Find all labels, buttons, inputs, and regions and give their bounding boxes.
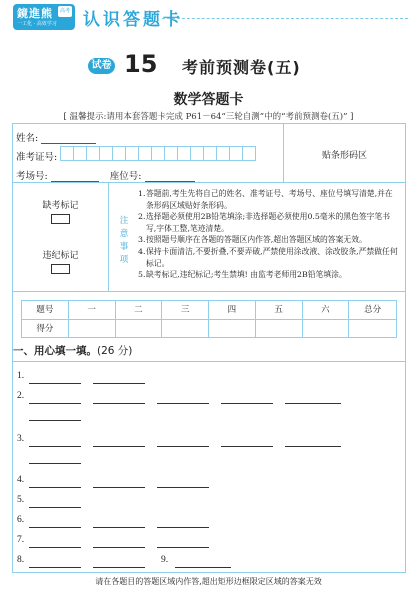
- answer-blank[interactable]: [175, 567, 231, 568]
- answer-blank[interactable]: [157, 487, 209, 488]
- absent-label: 缺考标记: [42, 201, 79, 211]
- brand-logo: [13, 4, 75, 30]
- answer-label: 3.: [17, 434, 25, 444]
- score-cell[interactable]: [162, 320, 209, 338]
- answer-blank[interactable]: [157, 527, 209, 528]
- score-cell[interactable]: [69, 320, 116, 338]
- answer-blank[interactable]: [157, 547, 209, 548]
- answer-blank[interactable]: [157, 446, 209, 447]
- seat-field[interactable]: [145, 172, 195, 182]
- answer-label: 4.: [17, 475, 25, 485]
- id-row: [16, 149, 57, 163]
- score-label-cell: 得分: [22, 320, 69, 338]
- score-header-cell: 四: [209, 301, 256, 320]
- card-title: 数学答题卡: [173, 92, 244, 108]
- room-field[interactable]: [51, 172, 99, 182]
- answer-blank[interactable]: [29, 463, 81, 464]
- answer-blank[interactable]: [221, 446, 273, 447]
- score-table: [21, 300, 397, 338]
- notice-side-char: 意: [119, 229, 129, 239]
- score-cell[interactable]: [349, 320, 396, 338]
- answer-blank[interactable]: [93, 383, 145, 384]
- answer-blank[interactable]: [285, 403, 341, 404]
- room-row: [16, 168, 195, 182]
- answer-blank[interactable]: [93, 567, 145, 568]
- notice-side-char: 项: [119, 255, 129, 265]
- answer-blank[interactable]: [157, 403, 209, 404]
- notice-item: 3. 按照题号顺序在各题的答题区内作答,超出答题区域的答案无效。: [138, 235, 367, 245]
- answer-blank[interactable]: [29, 567, 81, 568]
- notice-item: 2. 选择题必须使用2B铅笔填涂;非选择题必须使用0.5毫米的黑色签字笔书写,字体工整,笔迹清楚。: [138, 212, 391, 233]
- answer-label: 5.: [17, 495, 25, 505]
- answer-card-frame: [12, 123, 406, 573]
- notice-item: 5. 缺考标记,违纪标记;考生禁填! 由监考老师用2B铅笔填涂。: [138, 270, 347, 280]
- section-title-text: 一、用心填一填。: [13, 345, 97, 357]
- logo-badge: 高考: [58, 6, 72, 17]
- answer-label: 7.: [17, 535, 25, 545]
- name-label: 姓名:: [16, 133, 39, 144]
- answer-blank[interactable]: [93, 487, 145, 488]
- name-row: [16, 130, 96, 144]
- barcode-area: [283, 124, 405, 183]
- score-cell[interactable]: [256, 320, 303, 338]
- score-cell[interactable]: [116, 320, 163, 338]
- logo-tagline: 一工化 · 高效学习: [17, 21, 57, 27]
- top-bar: [0, 0, 417, 34]
- exam-heading: [0, 50, 417, 80]
- answer-label: 6.: [17, 515, 25, 525]
- hint-text: [ 温馨提示:请用本套答题卡完成 P61－64“三轮自测”中的“考前预测卷(五)” ]: [63, 112, 354, 122]
- seat-label: 座位号:: [109, 171, 142, 182]
- score-header-cell: 总分: [349, 301, 396, 320]
- page-header-title: 认识答题卡: [83, 10, 183, 30]
- answer-blank[interactable]: [29, 487, 81, 488]
- answer-blank[interactable]: [93, 527, 145, 528]
- barcode-label: 贴条形码区: [321, 151, 367, 161]
- id-boxes[interactable]: [60, 146, 255, 161]
- name-field[interactable]: [41, 134, 96, 144]
- absent-mark-box[interactable]: [51, 214, 70, 224]
- answer-blank[interactable]: [29, 403, 81, 404]
- notice-list: [138, 188, 400, 281]
- answer-blank[interactable]: [285, 446, 341, 447]
- answer-blank[interactable]: [93, 547, 145, 548]
- score-header-cell: 二: [116, 301, 163, 320]
- answer-blank[interactable]: [29, 420, 81, 421]
- exam-number: 15: [124, 50, 158, 78]
- answer-area: [13, 361, 405, 573]
- notice-item: 4. 保持卡面清洁,不要折叠,不要弄破,严禁使用涂改液、涂改胶条,严禁做任何标记。: [138, 246, 398, 268]
- answer-blank[interactable]: [93, 403, 145, 404]
- section-title: [13, 343, 132, 358]
- answer-label: 8.: [17, 555, 25, 565]
- exam-name: 考前预测卷(五): [182, 58, 301, 77]
- answer-blank[interactable]: [29, 446, 81, 447]
- score-header-cell: 六: [303, 301, 350, 320]
- answer-label: 9.: [161, 555, 169, 565]
- answer-blank[interactable]: [29, 527, 81, 528]
- answer-blank[interactable]: [93, 446, 145, 447]
- section-points: (26 分): [97, 345, 133, 357]
- exam-pill: 试卷: [88, 58, 115, 74]
- score-header-cell: 三: [162, 301, 209, 320]
- notice-section: [13, 183, 405, 292]
- score-cell[interactable]: [303, 320, 350, 338]
- answer-blank[interactable]: [29, 547, 81, 548]
- id-label: 准考证号:: [16, 152, 58, 163]
- header-divider: [162, 18, 408, 19]
- logo-text: 鏡進熊: [17, 7, 53, 20]
- footer-note: 请在各题目的答题区域内作答,超出矩形边框限定区域的答案无效: [95, 577, 322, 586]
- score-header-cell: 一: [69, 301, 116, 320]
- violation-label: 违纪标记: [42, 251, 79, 261]
- score-header-cell: 题号: [22, 301, 69, 320]
- notice-side-char: 注: [119, 216, 129, 226]
- score-cell[interactable]: [209, 320, 256, 338]
- violation-mark-box[interactable]: [51, 264, 70, 274]
- answer-label: 2.: [17, 391, 25, 401]
- score-header-cell: 五: [256, 301, 303, 320]
- notice-side-char: 事: [119, 242, 129, 252]
- answer-blank[interactable]: [29, 383, 81, 384]
- answer-blank[interactable]: [221, 403, 273, 404]
- answer-blank[interactable]: [29, 507, 81, 508]
- student-info-section: [13, 124, 405, 183]
- marks-area: [13, 183, 109, 292]
- answer-label: 1.: [17, 371, 25, 381]
- notice-item: 1. 答题前,考生先将自己的姓名、准考证号、考场号、座位号填写清楚,并在条形码区域贴好条形码。: [138, 189, 393, 210]
- room-label: 考场号:: [16, 171, 48, 182]
- notice-side-label: [119, 215, 129, 267]
